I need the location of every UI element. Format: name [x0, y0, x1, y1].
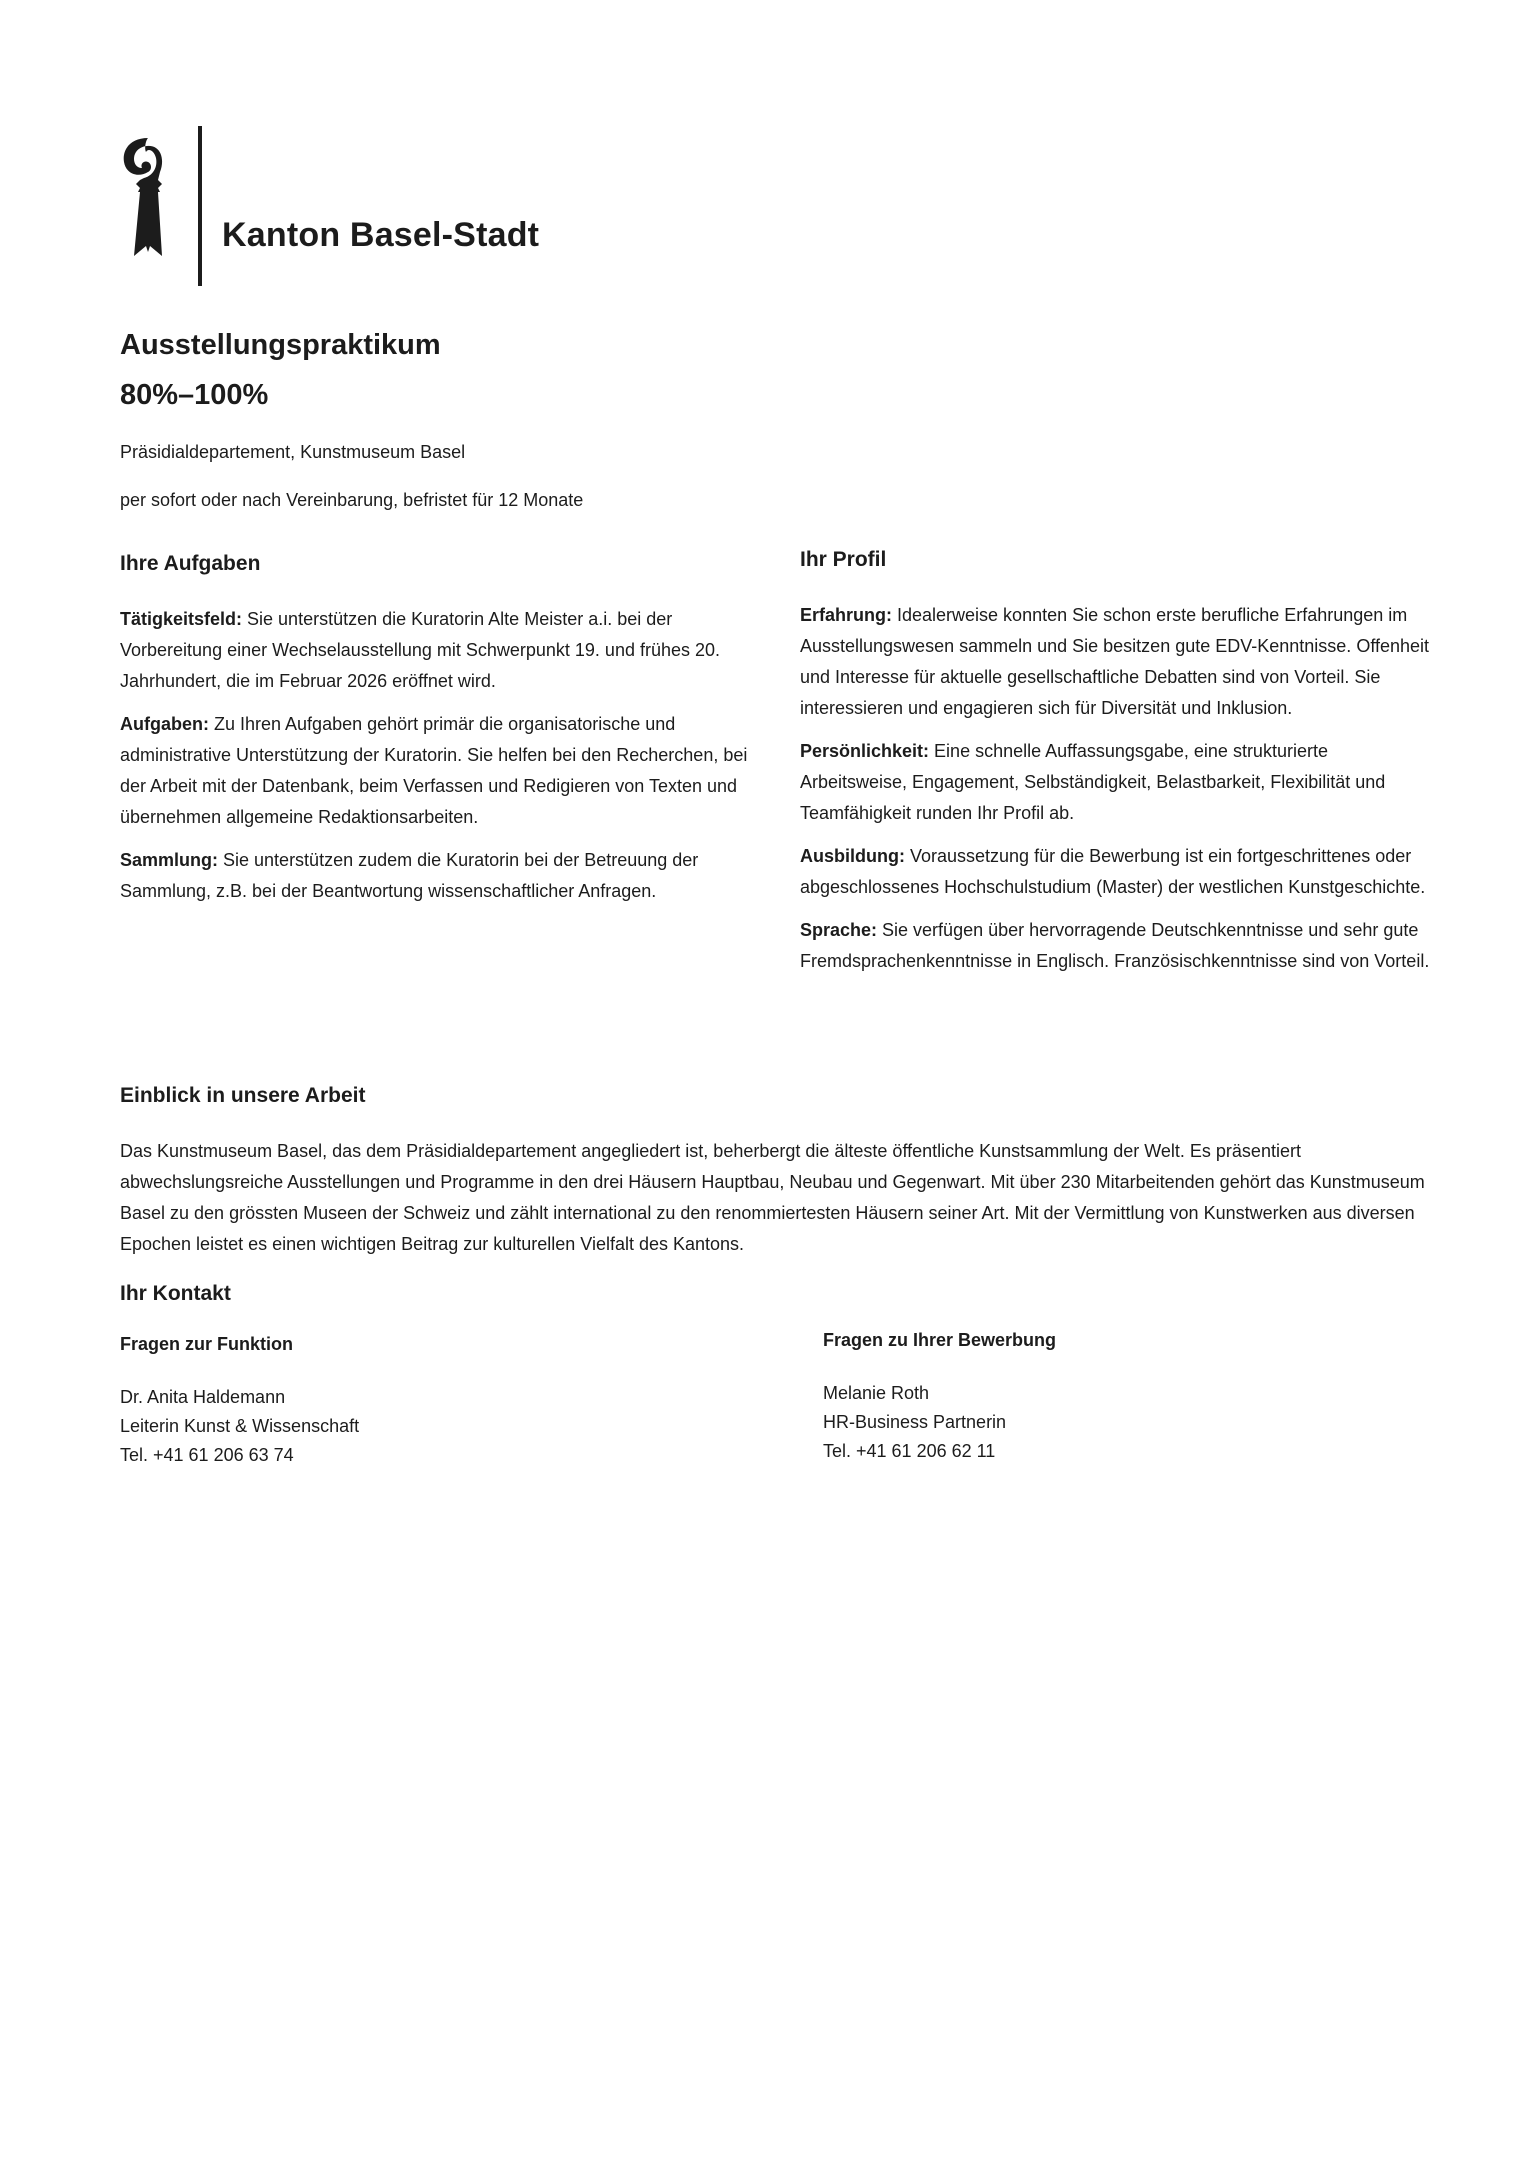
org-name: Kanton Basel-Stadt [222, 216, 540, 254]
contact-name: Dr. Anita Haldemann [120, 1387, 286, 1407]
contact-name: Melanie Roth [823, 1383, 930, 1403]
insight-text: Das Kunstmuseum Basel, das dem Präsidialdepartement angegliedert ist, beherbergt die älteste öffentliche Kunstsammlung der Welt. Es präsentiert abwechslungsreiche Ausstellungen und Programme in den drei Häusern Hauptbau, Neubau und Gegenwart. Mit über 230 Mitarbeitenden gehört das Kunstmuseum Basel zu den grössten Museen der Schweiz und zählt international zu den renommiertesten Häusern seiner Art. Mit der Vermittlung von Kunstwerken aus diversen Epochen leistet es einen wichtigen Beitrag zur kulturellen Vielfalt des Kantons. [120, 1141, 1425, 1254]
basel-staff-icon [118, 128, 178, 268]
profile-item: Persönlichkeit: Eine schnelle Auffassungsgabe, eine strukturierte Arbeitsweise, Engagement, Selbständigkeit, Belastbarkeit, Flexibilität und Teamfähigkeit runden Ihr Profil ab. [800, 741, 1386, 823]
contact-function [120, 1334, 720, 1470]
insight-section [120, 1084, 1430, 1272]
profile-item: Erfahrung: Idealerweise konnten Sie schon erste berufliche Erfahrungen im Ausstellungswesen sammeln und Sie besitzen gute EDV-Kenntnisse. Offenheit und Interesse für aktuelle gesellschaftliche Debatten sind von Vorteil. Sie interessieren und engagieren sich für Diversität und Inklusion. [800, 605, 1430, 718]
contact-heading: Ihr Kontakt [120, 1282, 231, 1305]
employment-period: per sofort oder nach Vereinbarung, befristet für 12 Monate [120, 490, 584, 510]
contact-function-heading: Fragen zur Funktion [120, 1334, 293, 1354]
profile-heading: Ihr Profil [800, 548, 887, 571]
job-percentage: 80%–100% [120, 379, 269, 411]
logo-divider [198, 126, 202, 286]
contact-phone: Tel. +41 61 206 62 11 [823, 1441, 996, 1461]
job-title-block [120, 320, 441, 420]
task-item: Aufgaben: Zu Ihren Aufgaben gehört primär die organisatorische und administrative Unterstützung der Kuratorin. Sie helfen bei den Recherchen, bei der Arbeit mit der Datenbank, beim Verfassen und Redigieren von Texten und übernehmen allgemeine Redaktionsarbeiten. [120, 714, 748, 827]
contact-section [120, 1282, 1430, 1465]
profile-item: Ausbildung: Voraussetzung für die Bewerbung ist ein fortgeschrittenes oder abgeschlossenes Hochschulstudium (Master) der westlichen Kunstgeschichte. [800, 846, 1426, 897]
task-item: Tätigkeitsfeld: Sie unterstützen die Kuratorin Alte Meister a.i. bei der Vorbereitung einer Wechselausstellung mit Schwerpunkt 19. und frühes 20. Jahrhundert, die im Februar 2026 eröffnet wird. [120, 609, 721, 691]
tasks-section [120, 552, 750, 919]
contact-phone: Tel. +41 61 206 63 74 [120, 1445, 294, 1465]
profile-section [800, 548, 1432, 989]
tasks-heading: Ihre Aufgaben [120, 552, 261, 575]
department: Präsidialdepartement, Kunstmuseum Basel [120, 442, 466, 462]
contact-application [823, 1330, 1423, 1466]
contact-role: Leiterin Kunst & Wissenschaft [120, 1416, 360, 1436]
profile-item: Sprache: Sie verfügen über hervorragende Deutschkenntnisse und sehr gute Fremdsprachenkenntnisse in Englisch. Französischkenntnisse sind von Vorteil. [800, 920, 1430, 971]
contact-application-heading: Fragen zu Ihrer Bewerbung [823, 1330, 1057, 1350]
task-item: Sammlung: Sie unterstützen zudem die Kuratorin bei der Betreuung der Sammlung, z.B. bei der Beantwortung wissenschaftlicher Anfragen. [120, 850, 699, 901]
insight-heading: Einblick in unsere Arbeit [120, 1084, 366, 1107]
job-title: Ausstellungspraktikum [120, 329, 441, 361]
contact-role: HR-Business Partnerin [823, 1412, 1007, 1432]
